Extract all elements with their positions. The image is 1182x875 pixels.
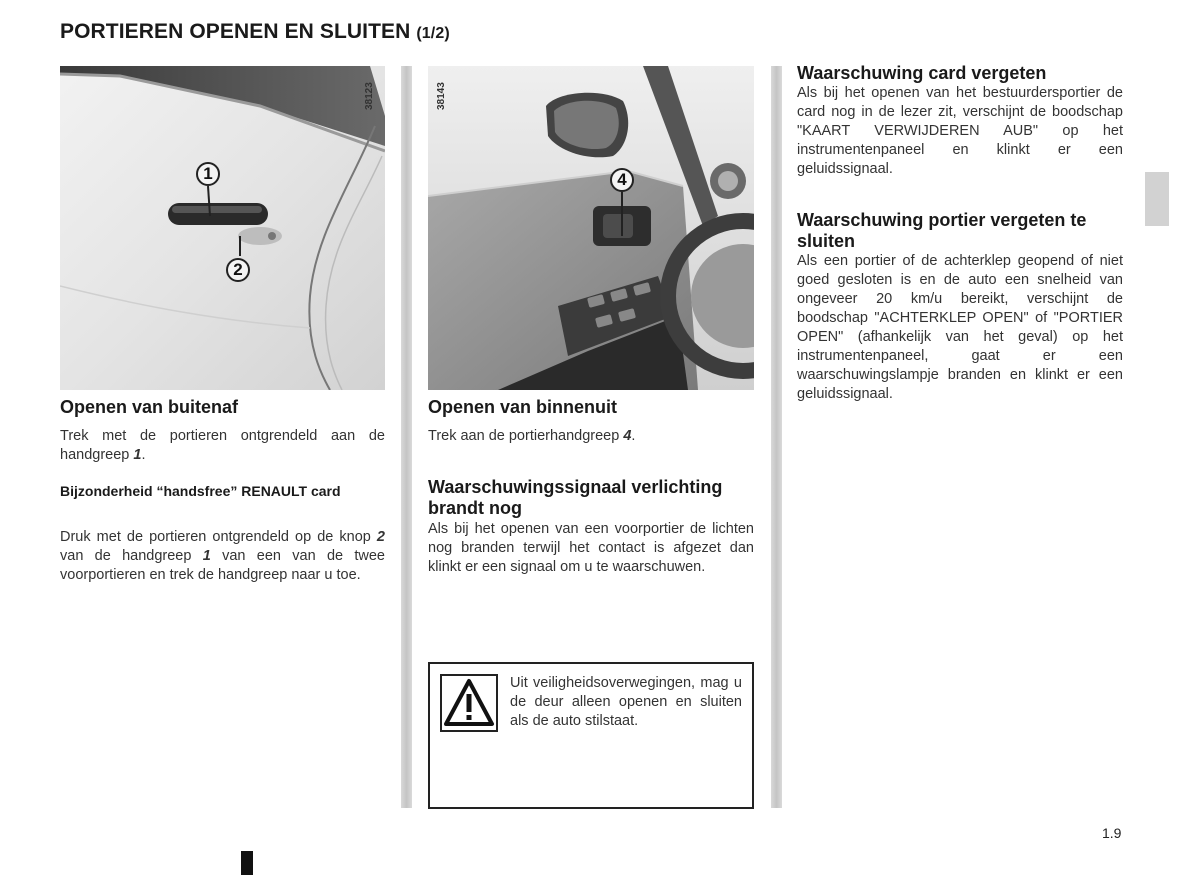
text-part: . <box>141 447 146 463</box>
heading-openen-buitenaf: Openen van buitenaf <box>60 397 239 417</box>
page-title-text: PORTIEREN OPENEN EN SLUITEN <box>60 20 411 43</box>
text-portier-vergeten: Als een portier of de achterklep geopend of niet goed gesloten is en de auto een snelheid van ongeveer 20 km/u bereikt, verschijnt de boodschap "ACHTERKLEP OPEN" of "PORTIER OPEN" (afhankelijk van het geval) op het instrumentenpaneel, gaat er een waarschuwingslampje branden en klinkt er een geluidssignaal. <box>797 253 1123 402</box>
warning-triangle-graphic <box>442 676 496 730</box>
warning-triangle-icon <box>440 674 498 732</box>
text-part: Druk met de portieren ontgrendeld op de knop <box>60 529 377 545</box>
page-title <box>60 20 450 44</box>
heading-card-vergeten: Waarschuwing card vergeten <box>797 63 1047 83</box>
reference-number: 1 <box>202 548 211 564</box>
callout-2: 2 <box>226 258 250 282</box>
page-number: 1.9 <box>1102 825 1122 841</box>
page-title-suffix: (1/2) <box>416 25 450 42</box>
text-handsfree <box>60 528 385 585</box>
column-divider-left <box>401 66 412 808</box>
subheading-handsfree: Bijzonderheid “handsfree” RENAULT card <box>60 483 341 499</box>
reference-number: 1 <box>133 447 142 463</box>
text-waarschuwingssignaal: Als bij het openen van een voorportier de lichten nog branden terwijl het contact is afgezet dan klinkt er een signaal om u te waarschuwen. <box>428 521 754 575</box>
callout-leader-line <box>428 66 754 390</box>
column-divider-right <box>771 66 782 808</box>
photo-reference-number: 38123 <box>364 82 375 110</box>
callout-leader-lines <box>60 66 385 390</box>
heading-waarschuwingssignaal: Waarschuwingssignaal verlichting brandt nog <box>428 477 723 518</box>
text-openen-binnenuit <box>428 427 754 446</box>
text-part: . <box>631 428 636 444</box>
section-tab <box>1145 172 1169 226</box>
safety-warning-box <box>428 662 754 809</box>
text-part: van een van de twee voorportieren en trek de handgreep naar u toe. <box>60 548 385 583</box>
text-part: van de handgreep <box>60 548 203 564</box>
text-part: Trek met de portieren ontgrendeld aan de handgreep <box>60 428 385 463</box>
reference-number: 4 <box>623 428 632 444</box>
heading-openen-binnenuit: Openen van binnenuit <box>428 397 618 417</box>
photo-reference-number: 38143 <box>436 82 447 110</box>
callout-4: 4 <box>610 168 634 192</box>
text-part: Trek aan de portierhandgreep <box>428 428 624 444</box>
text-card-vergeten: Als bij het openen van het bestuurdersportier de card nog in de lezer zit, verschijnt de boodschap "KAART VERWIJDEREN AUB" op het instrumentenpaneel en klinkt er een geluidssignaal. <box>797 85 1123 177</box>
text-openen-buitenaf <box>60 427 385 465</box>
reference-number: 2 <box>376 529 385 545</box>
heading-portier-vergeten: Waarschuwing portier vergeten te sluiten <box>797 210 1087 251</box>
callout-1: 1 <box>196 162 220 186</box>
safety-warning-text: Uit veiligheidsoverwegingen, mag u de deur alleen openen en sluiten als de auto stilstaat. <box>510 675 742 729</box>
print-marker <box>241 851 253 875</box>
